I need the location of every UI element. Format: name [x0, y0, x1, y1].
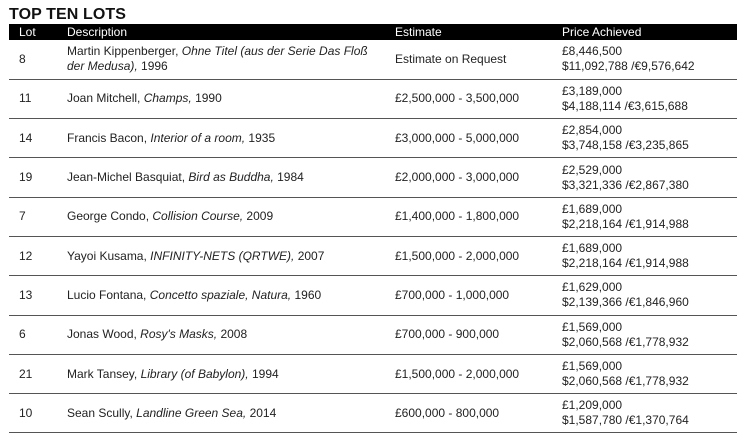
price-usd-eur: $1,587,780 /€1,370,764 — [562, 413, 689, 428]
artwork-year: 2008 — [217, 327, 248, 342]
artist-name: George Condo, — [67, 209, 153, 224]
lot-estimate: £700,000 - 900,000 — [395, 327, 500, 342]
lot-number: 10 — [19, 405, 33, 420]
lot-estimate: £1,500,000 - 2,000,000 — [395, 366, 520, 381]
artist-name: Joan Mitchell, — [67, 91, 144, 106]
lot-number: 11 — [19, 91, 32, 106]
table-row — [9, 197, 737, 236]
price-gbp: £2,529,000 — [562, 162, 623, 177]
price-achieved — [553, 158, 737, 197]
artwork-year: 1994 — [248, 366, 279, 381]
artwork-title: Concetto spaziale, Natura, — [149, 287, 292, 302]
lot-description — [57, 158, 387, 197]
lot-number: 7 — [19, 209, 26, 224]
table-row — [9, 40, 737, 79]
header-price-achieved: Price Achieved — [562, 25, 642, 39]
table-row — [9, 394, 737, 433]
lot-description — [57, 315, 387, 354]
artwork-title: Rosy's Masks, — [140, 327, 218, 342]
table-row — [9, 276, 737, 315]
price-gbp: £1,569,000 — [562, 359, 623, 374]
artwork-title: Interior of a room, — [150, 130, 246, 145]
artwork-year: 1935 — [245, 130, 276, 145]
price-gbp: £1,209,000 — [562, 398, 623, 413]
price-gbp: £3,189,000 — [562, 83, 623, 98]
table-row — [9, 79, 737, 118]
price-usd-eur: $11,092,788 /€9,576,642 — [562, 59, 695, 74]
lot-number: 14 — [19, 130, 33, 145]
artwork-year: 2014 — [246, 405, 277, 420]
lot-description — [57, 40, 387, 79]
header-lot: Lot — [19, 25, 36, 39]
artwork-title: Bird as Buddha, — [188, 170, 274, 185]
lot-estimate: £1,400,000 - 1,800,000 — [395, 209, 520, 224]
lot-estimate: £2,500,000 - 3,500,000 — [395, 91, 520, 106]
price-usd-eur: $3,321,336 /€2,867,380 — [562, 177, 689, 192]
header-description: Description — [67, 25, 128, 39]
lot-estimate: £600,000 - 800,000 — [395, 405, 500, 420]
price-gbp: £1,629,000 — [562, 280, 623, 295]
artwork-title: Library (of Babylon), — [140, 366, 249, 381]
artwork-title: Collision Course, — [152, 209, 244, 224]
price-gbp: £1,689,000 — [562, 241, 623, 256]
artist-name: Francis Bacon, — [67, 130, 151, 145]
lot-description — [57, 79, 387, 118]
artwork-year: 1984 — [273, 170, 304, 185]
header-estimate: Estimate — [395, 25, 442, 39]
price-achieved — [553, 354, 737, 393]
lot-estimate: £3,000,000 - 5,000,000 — [395, 130, 520, 145]
price-usd-eur: $3,748,158 /€3,235,865 — [562, 138, 689, 153]
lot-estimate: £1,500,000 - 2,000,000 — [395, 248, 520, 263]
lot-estimate: Estimate on Request — [395, 51, 507, 66]
artwork-year: 2007 — [294, 248, 325, 263]
lot-estimate: £2,000,000 - 3,000,000 — [395, 170, 520, 185]
lot-description — [57, 354, 387, 393]
lot-description — [57, 197, 387, 236]
artist-name: Martin Kippenberger, — [67, 44, 182, 59]
lot-number: 6 — [19, 327, 26, 342]
lot-number: 13 — [19, 287, 33, 302]
price-usd-eur: $2,218,164 /€1,914,988 — [562, 216, 689, 231]
price-achieved — [553, 315, 737, 354]
artist-name: Jean-Michel Basquiat, — [67, 170, 189, 185]
artist-name: Lucio Fontana, — [67, 287, 150, 302]
price-gbp: £2,854,000 — [562, 123, 623, 138]
table-row — [9, 158, 737, 197]
artwork-title: Ohne Titel (aus der Serie Das Floß der Medusa), — [67, 44, 368, 74]
price-usd-eur: $2,060,568 /€1,778,932 — [562, 334, 689, 349]
price-achieved — [553, 79, 737, 118]
table-row — [9, 354, 737, 393]
lot-number: 12 — [19, 248, 33, 263]
lot-description — [57, 119, 387, 158]
artwork-title: Champs, — [143, 91, 192, 106]
artist-name: Mark Tansey, — [67, 366, 141, 381]
lot-description — [57, 276, 387, 315]
page-title: TOP TEN LOTS — [9, 6, 127, 23]
table-row — [9, 315, 737, 354]
artwork-year: 1996 — [137, 59, 168, 74]
artwork-year: 1960 — [291, 287, 322, 302]
artwork-year: 1990 — [191, 91, 222, 106]
price-gbp: £8,446,500 — [562, 44, 623, 59]
price-achieved — [553, 119, 737, 158]
lots-table — [9, 24, 737, 433]
price-gbp: £1,689,000 — [562, 201, 623, 216]
lot-number: 19 — [19, 170, 33, 185]
table-header-row — [9, 24, 737, 40]
table-row — [9, 119, 737, 158]
price-usd-eur: $2,060,568 /€1,778,932 — [562, 374, 689, 389]
price-achieved — [553, 276, 737, 315]
price-usd-eur: $2,218,164 /€1,914,988 — [562, 256, 689, 271]
lot-number: 8 — [19, 51, 26, 66]
artwork-title: Landline Green Sea, — [136, 405, 247, 420]
lot-number: 21 — [19, 366, 33, 381]
artist-name: Sean Scully, — [67, 405, 137, 420]
lot-description — [57, 394, 387, 433]
artwork-year: 2009 — [243, 209, 274, 224]
price-achieved — [553, 394, 737, 433]
artist-name: Yayoi Kusama, — [67, 248, 151, 263]
lot-description — [57, 236, 387, 275]
artist-name: Jonas Wood, — [67, 327, 141, 342]
price-achieved — [553, 40, 737, 79]
price-gbp: £1,569,000 — [562, 319, 623, 334]
price-usd-eur: $4,188,114 /€3,615,688 — [562, 98, 688, 113]
table-row — [9, 236, 737, 275]
price-usd-eur: $2,139,366 /€1,846,960 — [562, 295, 689, 310]
lot-estimate: £700,000 - 1,000,000 — [395, 287, 510, 302]
price-achieved — [553, 197, 737, 236]
artwork-title: INFINITY-NETS (QRTWE), — [150, 248, 295, 263]
price-achieved — [553, 236, 737, 275]
